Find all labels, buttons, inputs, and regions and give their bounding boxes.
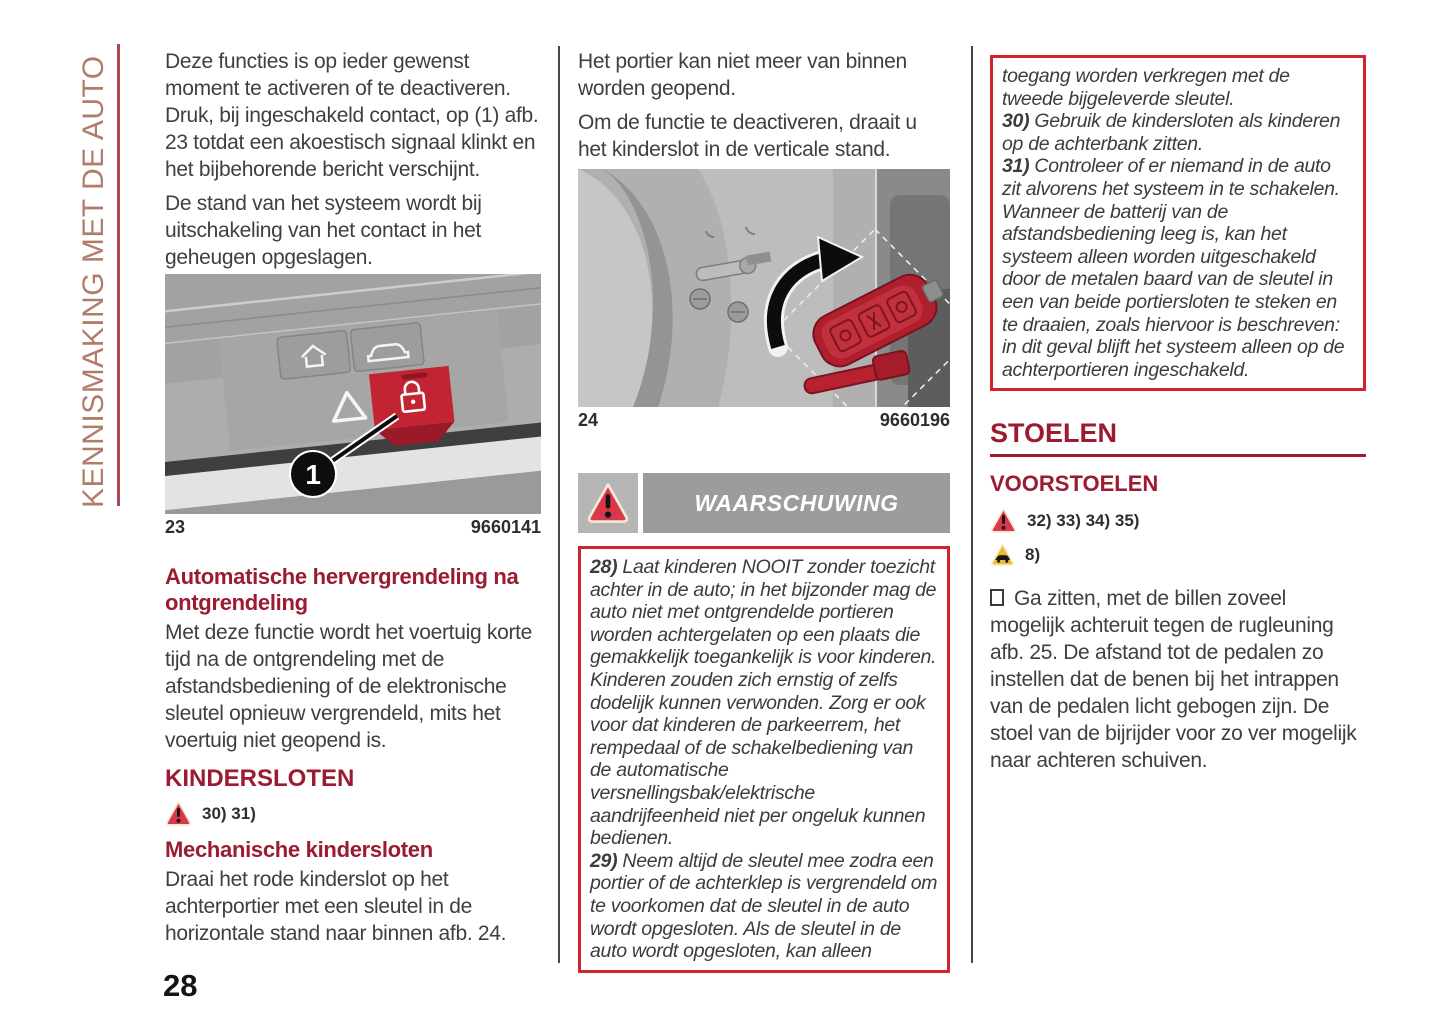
warning-item-continuation: toegang worden verkregen met de tweede bijgeleverde sleutel. xyxy=(1002,65,1290,110)
section-heading: VOORSTOELEN xyxy=(990,471,1159,497)
reference-numbers: 30) 31) xyxy=(202,803,256,823)
caution-references xyxy=(990,542,1366,567)
column-1 xyxy=(165,48,541,947)
warning-item-number: 29) xyxy=(590,849,618,872)
svg-text:1: 1 xyxy=(305,459,321,490)
paragraph: Het portier kan niet meer van binnen worden geopend. xyxy=(578,50,907,100)
warning-triangle-icon xyxy=(165,800,192,827)
figure-23-lock-button-panel xyxy=(165,274,541,514)
paragraph: De stand van het systeem wordt bij uitschakeling van het contact in het geheugen opgeslagen. xyxy=(165,192,482,269)
chapter-section-heading: STOELEN xyxy=(990,419,1366,457)
column-3 xyxy=(990,55,1366,774)
figure-caption xyxy=(578,410,950,431)
warning-box-continued xyxy=(990,55,1366,391)
paragraph: Draai het rode kinderslot op het achterportier met een sleutel in de horizontale stand naar binnen afb. 24. xyxy=(165,868,507,945)
warning-item xyxy=(1002,110,1354,155)
figure-number: 23 xyxy=(165,517,186,537)
subsection-heading: Mechanische kindersloten xyxy=(165,837,433,862)
figure-code: 9660196 xyxy=(879,410,950,430)
paragraph: Om de functie te deactiveren, draait u het kinderslot in de verticale stand. xyxy=(578,111,917,161)
column-divider xyxy=(971,46,973,963)
warning-item xyxy=(590,850,938,963)
warning-banner-icon-cell xyxy=(578,473,638,533)
bulleted-paragraph xyxy=(990,585,1366,774)
reference-numbers: 32) 33) 34) 35) xyxy=(1027,510,1140,530)
warning-item-number: 30) xyxy=(1002,110,1030,133)
warning-item xyxy=(1002,155,1354,381)
figure-24-child-lock-key xyxy=(578,169,950,407)
column-2 xyxy=(578,48,950,973)
column-divider xyxy=(558,46,560,963)
reference-numbers: 8) xyxy=(1025,544,1041,564)
warning-item-text: Gebruik de kindersloten als kinderen op de achterbank zitten. xyxy=(1002,110,1341,155)
figure-number: 24 xyxy=(578,410,599,430)
warning-item-number: 31) xyxy=(1002,155,1030,178)
warning-banner xyxy=(578,473,950,533)
warning-box xyxy=(578,546,950,973)
warning-item-text: Laat kinderen NOOIT zonder toezicht achter in de auto; in het bijzonder mag de auto niet met ontgrendelde portieren worden achtergelaten op een plaats die gemakkelijk toegankelijk is voor kinderen. Kinderen zouden zich ernstig of zelfs dodelijk kunnen verwonden. Zorg er ook voor dat kinderen de parkeerrem, het rempedaal of de schakelbediening van de automatische versnellingsbak/elektrische aandrijfeenheid niet per ongeluk kunnen bedienen. xyxy=(590,556,937,850)
warning-banner-title: WAARSCHUWING xyxy=(643,473,950,533)
section-heading: KINDERSLOTEN xyxy=(165,765,355,792)
warning-references xyxy=(165,800,541,827)
paragraph-text: Ga zitten, met de billen zoveel mogelijk achteruit tegen de rugleuning afb. 25. De afstand tot de pedalen zo instellen dat de benen bij het intrappen van de pedalen licht gebogen zijn. De stoel van de bijrijder voor zo ver mogelijk naar achteren schuiven. xyxy=(990,587,1357,773)
warning-triangle-icon xyxy=(990,507,1017,534)
figure-caption xyxy=(165,517,541,538)
subsection-heading: Automatische hervergrendeling na ontgrendeling xyxy=(165,564,519,615)
chapter-rule xyxy=(117,44,120,506)
warning-item-text: Controleer of er niemand in de auto zit alvorens het systeem in te schakelen. Wanneer de batterij van de afstandsbediening leeg is, kan het systeem alleen worden uitgeschakeld door de metalen baard van de sleutel in een van beide portiersloten te steken en te draaien, zoals hiervoor is beschreven: in dit geval blijft het systeem alleen op de achterportieren ingeschakeld. xyxy=(1002,155,1345,381)
square-bullet-icon xyxy=(990,589,1004,606)
warning-triangle-icon xyxy=(586,481,630,525)
figure-code: 9660141 xyxy=(470,517,541,537)
caution-triangle-icon xyxy=(990,542,1015,567)
paragraph: Met deze functie wordt het voertuig korte tijd na de ontgrendeling met de afstandsbediening of de elektronische sleutel opnieuw vergrendeld, mits het voertuig niet geopend is. xyxy=(165,621,533,752)
warning-item-text: Neem altijd de sleutel mee zodra een portier of de achterklep is vergrendeld om te voorkomen dat de sleutel in de auto wordt opgesloten. Als de sleutel in de auto wordt opgesloten, kan alleen xyxy=(590,849,938,963)
warning-item xyxy=(590,556,938,850)
warning-references xyxy=(990,507,1366,534)
page-number: 28 xyxy=(163,968,198,1003)
paragraph: Deze functies is op ieder gewenst moment te activeren of te deactiveren. Druk, bij ingeschakeld contact, op (1) afb. 23 totdat een akoestisch signaal klinkt en het bijbehorende bericht verschijnt. xyxy=(165,50,539,181)
chapter-title: KENNISMAKING MET DE AUTO xyxy=(77,55,110,508)
warning-item-number: 28) xyxy=(590,556,618,578)
